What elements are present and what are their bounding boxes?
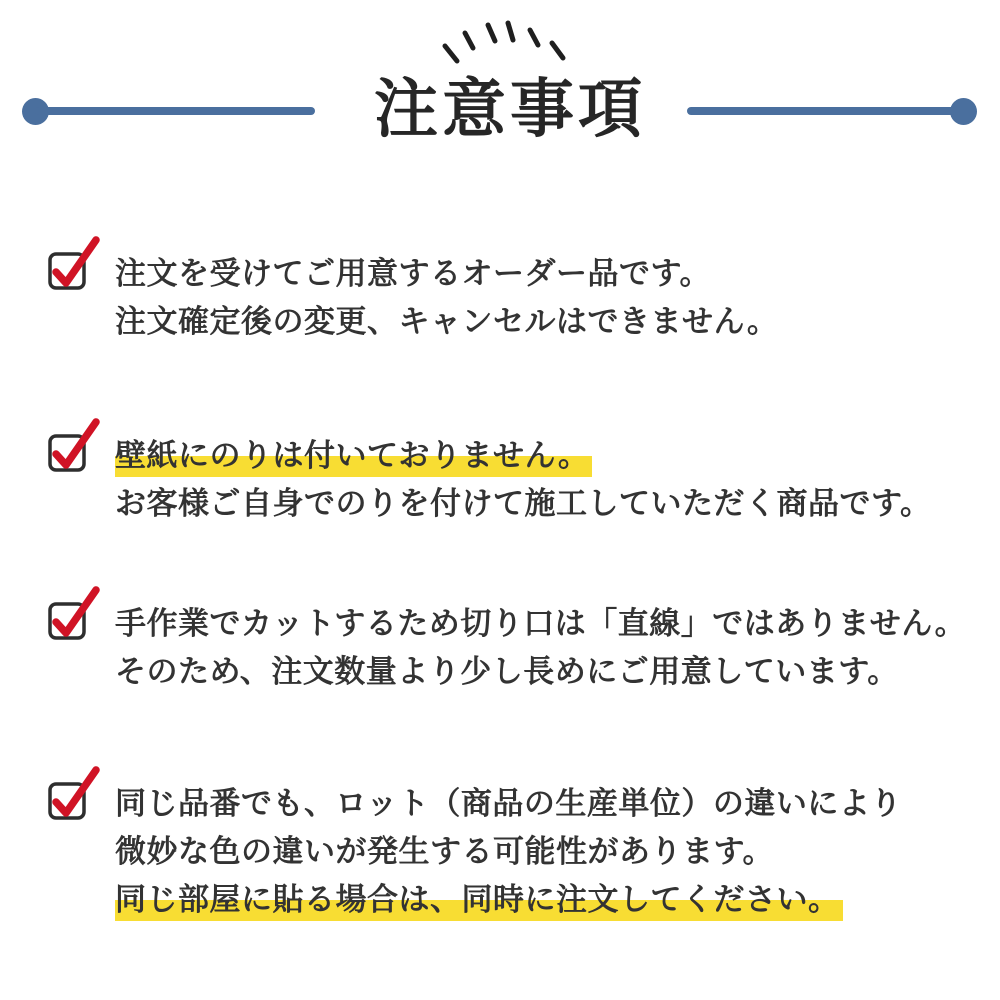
notice-text-span: そのため、注文数量より少し長めにご用意しています。: [115, 654, 899, 690]
checkbox-checked-icon: [46, 236, 104, 294]
notice-text-span: 注文を受けてご用意するオーダー品です。: [115, 256, 712, 292]
notice-text: [115, 298, 1000, 346]
notice-item: [0, 250, 1000, 346]
divider-line-right: [687, 107, 963, 115]
notice-text-span: 注文確定後の変更、キャンセルはできません。: [115, 304, 779, 340]
checkbox-checked-icon: [46, 418, 104, 476]
notice-item: [0, 600, 1000, 696]
notice-text-span: 微妙な色の違いが発生する可能性があります。: [115, 834, 775, 870]
notice-text: [115, 876, 1000, 924]
notice-text-span: 同じ品番でも、ロット（商品の生産単位）の違いにより: [115, 786, 902, 822]
divider-line-left: [35, 107, 315, 115]
notice-text: [115, 828, 1000, 876]
burst-rays-icon: [440, 18, 570, 68]
notice-text-span: 手作業でカットするため切り口は「直線」ではありません。: [115, 606, 967, 642]
highlighted-text: 壁紙にのりは付いておりません。: [115, 438, 592, 477]
notice-text-span: お客様ご自身でのりを付けて施工していただく商品です。: [115, 486, 932, 522]
notice-text: [115, 432, 1000, 480]
highlighted-text: 同じ部屋に貼る場合は、同時に注文してください。: [115, 882, 843, 921]
notice-text: [115, 648, 1000, 696]
notice-text: [115, 250, 1000, 298]
checkbox-checked-icon: [46, 766, 104, 824]
divider-dot-right: [950, 98, 977, 125]
notice-text: [115, 780, 1000, 828]
notice-item: [0, 432, 1000, 528]
notice-text: [115, 480, 1000, 528]
notice-text: [115, 600, 1000, 648]
checkbox-checked-icon: [46, 586, 104, 644]
notice-item: [0, 780, 1000, 924]
page-title: 注意事項: [374, 73, 646, 147]
